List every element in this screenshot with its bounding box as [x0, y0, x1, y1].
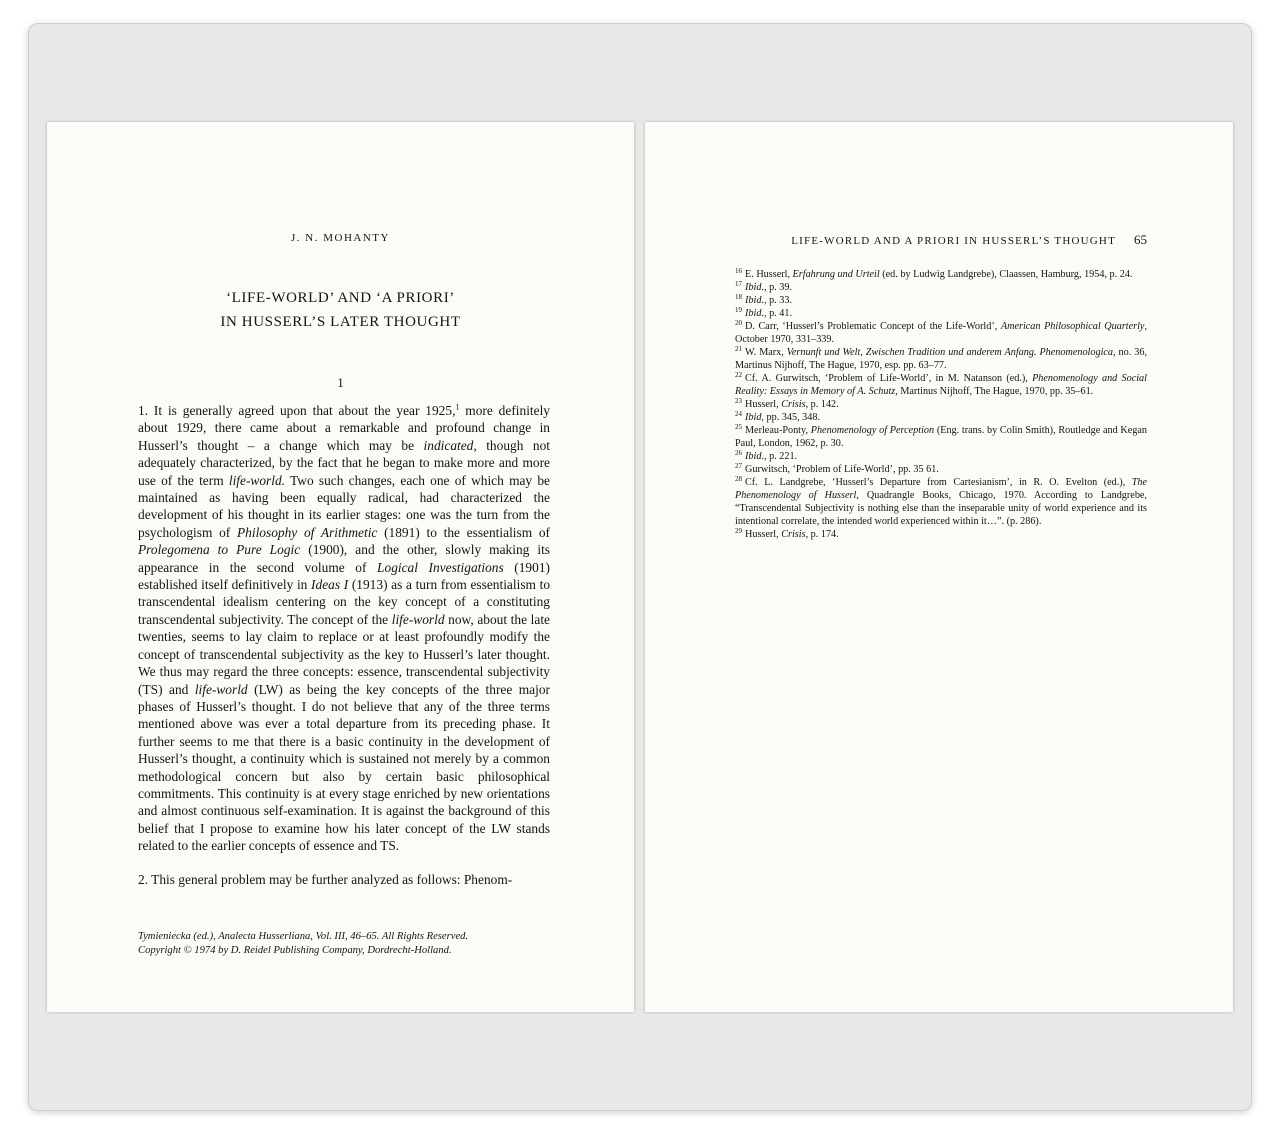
title-line-1: ‘LIFE-WORLD’ AND ‘A PRIORI’: [226, 290, 455, 306]
footnote-28: [735, 476, 1147, 528]
text-span: Two such changes, each one of which may be maintained as having been equally radical, had characterized the development of his thought in its earlier stages: one was the turn from the psychologism of: [138, 472, 550, 540]
text-span: though not adequately characterized, by the fact that he began to make more and more use of the term: [138, 437, 550, 488]
footnote-21: [735, 346, 1147, 372]
footnote-23: [735, 398, 1147, 411]
italic-span: Ibid: [745, 282, 762, 293]
italic-span: Vernunft und Welt, Zwischen Tradition und anderem Anfang. Phenomenologica: [786, 347, 1114, 358]
italic-span: Erfahrung und Urteil: [792, 269, 880, 280]
footnote-29: [735, 528, 1147, 541]
text-span: (Eng. trans. by Colin Smith), Routledge and Kegan Paul, London, 1962, p. 30.: [735, 425, 1147, 449]
italic-span: Philosophy of Arithmetic: [236, 524, 378, 540]
text-span: W. Marx,: [745, 347, 787, 358]
footnote-number: 22: [735, 370, 742, 379]
body-text: [138, 402, 550, 888]
italic-span: life-world.: [228, 472, 286, 488]
left-page: [47, 122, 634, 1012]
text-span: 1. It is generally agreed upon that about the year 1925,: [138, 403, 456, 418]
text-span: , Quadrangle Books, Chicago, 1970. According to Landgrebe, “Transcendental Subjectivity is nothing else than the inseparable unity of world experience and its intentional correlate, the intended world experienced within it…”. (p. 286).: [735, 490, 1147, 527]
italic-span: Crisis: [781, 399, 806, 410]
italic-span: Ibid: [745, 412, 762, 423]
footnote-number: 23: [735, 396, 742, 405]
italic-span: American Philosophical Quarterly: [1000, 321, 1145, 332]
text-span: now, about the late twenties, seems to lay claim to replace or at least profoundly modify the concept of transcendental subjectivity as the key to Husserl’s later thought. We thus may regard the three concepts: essence, transcendental subjectivity (TS) and: [138, 611, 550, 697]
paper-title: [47, 286, 634, 334]
text-span: (1891) to the essentialism of: [377, 524, 550, 540]
italic-span: Ideas I: [311, 577, 349, 593]
footnote-number: 17: [735, 279, 742, 288]
footer-line-2: Copyright © 1974 by D. Reidel Publishing Company, Dordrecht-Holland.: [138, 945, 452, 956]
text-span: , no. 36, Martinus Nijhoff, The Hague, 1970, esp. pp. 63–77.: [735, 347, 1148, 371]
text-span: Husserl,: [745, 529, 782, 540]
text-span: , pp. 345, 348.: [761, 412, 820, 423]
paragraph-1: [138, 402, 550, 855]
right-page: [645, 122, 1233, 1012]
footnote-25: [735, 424, 1147, 450]
text-span: D. Carr, ‘Husserl’s Problematic Concept of the Life-World’,: [745, 321, 1001, 332]
footnote-26: [735, 450, 1147, 463]
text-span: ., p. 33.: [761, 295, 792, 306]
italic-span: indicated,: [423, 437, 477, 453]
text-span: ., p. 41.: [761, 308, 792, 319]
text-span: Cf. A. Gurwitsch, ‘Problem of Life-World’, in M. Natanson (ed.),: [745, 373, 1033, 384]
text-span: more definitely about 1929, there came about a remarkable and profound change in Husserl’s thought – a change which may be: [138, 403, 550, 453]
text-span: ., p. 221.: [761, 451, 798, 462]
italic-span: life-world: [194, 681, 248, 697]
text-span: (ed. by Ludwig Landgrebe), Claassen, Hamburg, 1954, p. 24.: [879, 269, 1133, 280]
footnote-number: 28: [735, 474, 742, 483]
italic-span: Ibid: [745, 295, 762, 306]
footnotes-list: [735, 268, 1147, 541]
footnote-number: 21: [735, 344, 742, 353]
author-name: J. N. MOHANTY: [291, 232, 390, 244]
footnote-19: [735, 307, 1147, 320]
footnote-27: [735, 463, 1147, 476]
text-span: (1913) as a turn from essentialism to transcendental idealism centering on the key concept of a constituting transcendental subjectivity. The concept of the: [138, 577, 551, 627]
text-span: , Martinus Nijhoff, The Hague, 1970, pp. 35–61.: [895, 386, 1094, 397]
copyright-footer: [138, 930, 558, 958]
italic-span: life-world: [391, 611, 445, 627]
italic-span: Prolegomena to Pure Logic: [138, 542, 301, 558]
italic-span: Ibid: [745, 308, 762, 319]
footnote-number: 20: [735, 318, 742, 327]
text-span: , p. 174.: [805, 529, 839, 540]
footnote-number: 29: [735, 526, 742, 535]
footnote-number: 18: [735, 292, 742, 301]
footnote-number: 16: [735, 266, 742, 275]
title-line-2: IN HUSSERL’S LATER THOUGHT: [220, 314, 461, 330]
footnote-number: 24: [735, 409, 742, 418]
footnote-20: [735, 320, 1147, 346]
footer-line-1: Tymieniecka (ed.), Analecta Husserliana, Vol. III, 46–65. All Rights Reserved.: [138, 931, 469, 942]
text-span: , p. 142.: [805, 399, 839, 410]
text-span: (LW) as being the key concepts of the three major phases of Husserl’s thought. I do not believe that any of the three terms mentioned above was ever a total departure from its preceding phase. It further seems to me that there is a basic continuity in the development of Husserl’s thought, a continuity which is sustained not merely by a common methodological concern but also by certain basic philosophical commitments. This continuity is at every stage enriched by new orientations and almost continuous self-examination. It is against the background of this belief that I propose to examine how his later concept of the LW stands related to the earlier concepts of essence and TS.: [138, 681, 550, 854]
footnote-number: 26: [735, 448, 742, 457]
footnote-16: [735, 268, 1147, 281]
running-head-title: LIFE-WORLD AND A PRIORI IN HUSSERL’S THOUGHT: [791, 235, 1116, 247]
footnote-24: [735, 411, 1147, 424]
text-span: (1900), and the other, slowly making its appearance in the second volume of: [138, 542, 551, 575]
italic-span: Crisis: [781, 529, 806, 540]
text-span: Gurwitsch, ‘Problem of Life-World’, pp. 35 61.: [745, 464, 939, 475]
text-span: , October 1970, 331–339.: [735, 321, 1147, 345]
italic-span: Phenomenology of Perception: [810, 425, 935, 436]
footnote-number: 19: [735, 305, 742, 314]
italic-span: Logical Investigations: [377, 559, 504, 575]
text-span: E. Husserl,: [745, 269, 793, 280]
italic-span: Ibid: [745, 451, 762, 462]
text-span: Cf. L. Landgrebe, ‘Husserl’s Departure from Cartesianism’, in R. O. Evelton (ed.),: [745, 477, 1132, 488]
footnote-number: 27: [735, 461, 742, 470]
italic-span: Phenomenology and Social Reality: Essays in Memory of A. Schutz: [735, 373, 1147, 397]
text-span: ., p. 39.: [761, 282, 792, 293]
section-number: 1: [337, 375, 344, 390]
footnote-17: [735, 281, 1147, 294]
page-number: 65: [1134, 232, 1147, 247]
footnote-18: [735, 294, 1147, 307]
text-span: Merleau-Ponty,: [745, 425, 811, 436]
running-head: [735, 232, 1147, 248]
footnote-ref: 1: [455, 402, 460, 412]
text-span: Husserl,: [745, 399, 782, 410]
text-span: (1901) established itself definitively in: [138, 559, 550, 593]
footnote-number: 25: [735, 422, 742, 431]
footnote-22: [735, 372, 1147, 398]
paragraph-2: 2. This general problem may be further analyzed as follows: Phenom-: [138, 871, 513, 887]
italic-span: The Phenomenology of Husserl: [735, 477, 1147, 501]
